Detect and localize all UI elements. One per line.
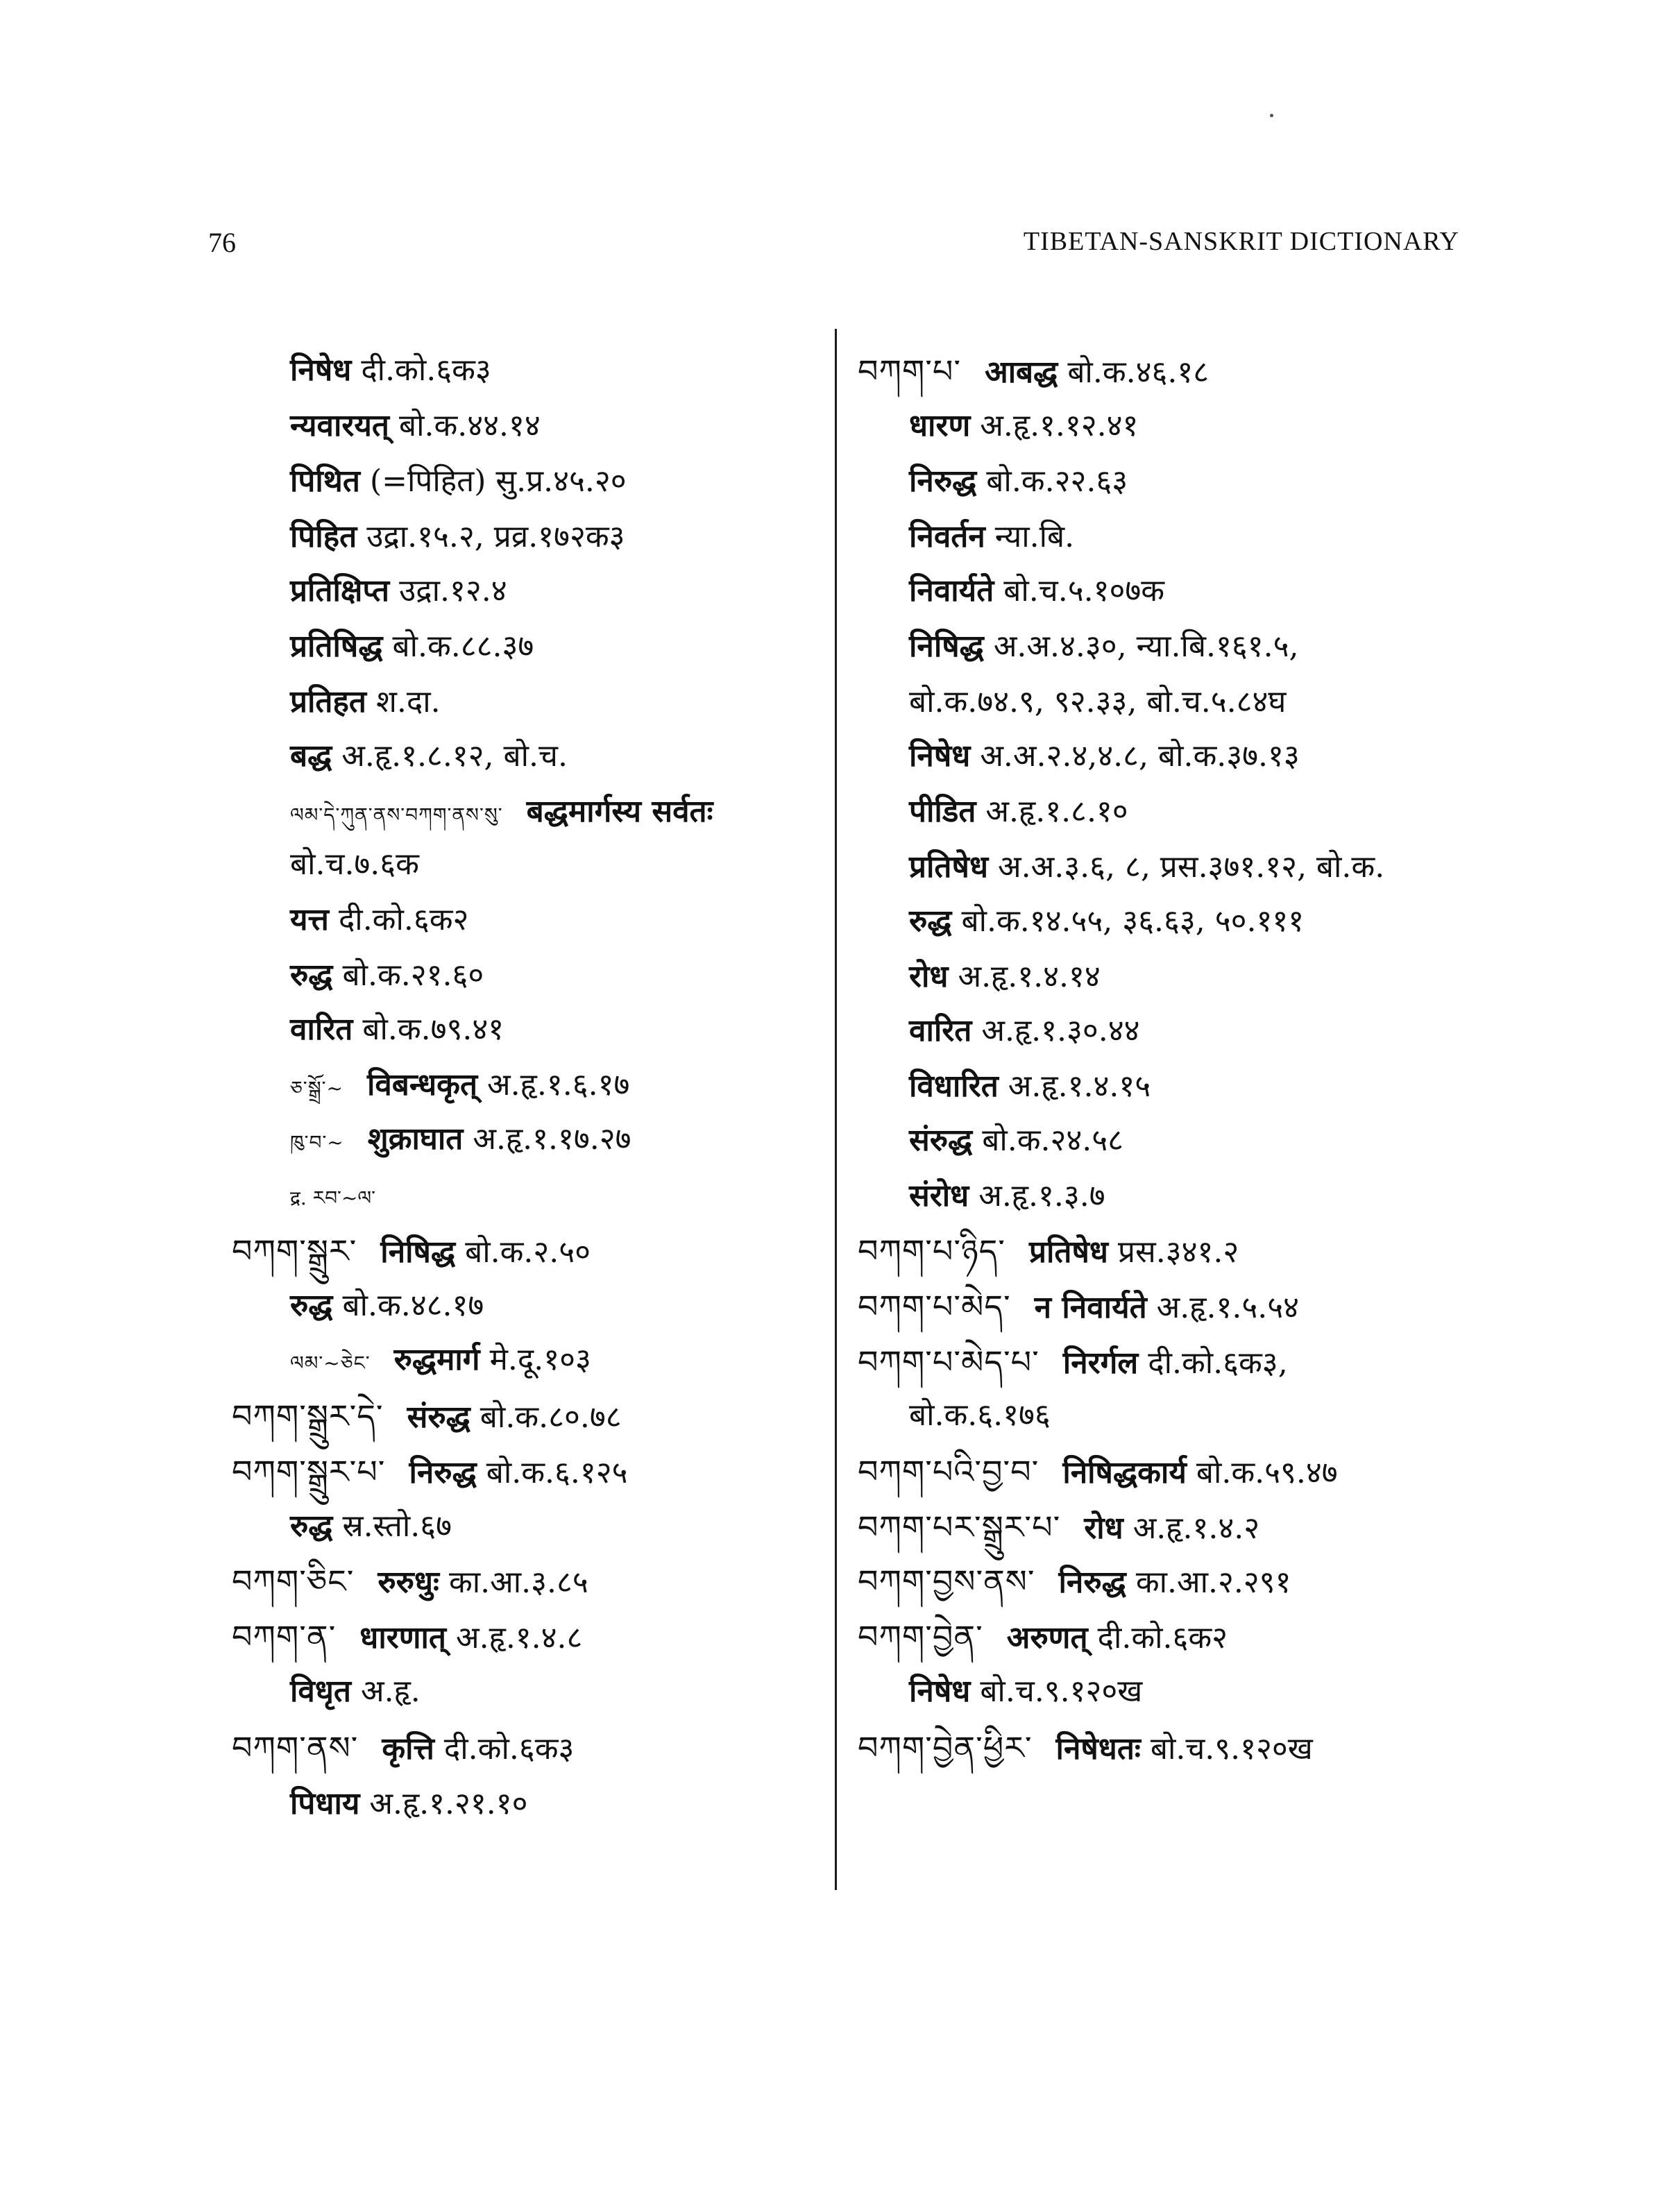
source-reference: का.आ.२.२९१ <box>1135 1565 1291 1600</box>
source-reference: बो.च.९.१२०ख <box>980 1674 1143 1709</box>
source-reference: बो.क.६.१२५ <box>486 1455 628 1490</box>
dictionary-entry <box>232 1397 622 1435</box>
source-reference: अ.अ.२.४,४.८, बो.क.३७.१३ <box>980 738 1300 774</box>
source-reference: बो.क.२४.५८ <box>982 1123 1124 1158</box>
sanskrit-equivalent: रुद्ध <box>290 1288 333 1323</box>
sanskrit-equivalent: प्रतिषेध <box>909 849 989 885</box>
column-divider <box>835 329 837 1890</box>
tibetan-headword: བཀག་སྒྲུར་ <box>232 1232 357 1270</box>
sanskrit-equivalent: न निवार्यते <box>1034 1290 1147 1325</box>
source-reference: अ.हृ.१.३.७ <box>978 1178 1105 1214</box>
dictionary-entry <box>909 1397 1051 1433</box>
cross-reference-note: द्र. རབ་~ལ་ <box>290 1186 376 1209</box>
dictionary-entry <box>290 738 568 774</box>
source-reference: बो.च.९.१२०ख <box>1150 1731 1313 1767</box>
tibetan-headword: བཀག་སྒྲུར་དེ་ <box>232 1397 384 1435</box>
sanskrit-equivalent: बद्ध <box>290 738 332 774</box>
source-reference: अ.हृ.१.४.२ <box>1132 1511 1260 1546</box>
source-reference: बो.क.७४.९, ९२.३३, बो.च.५.८४घ <box>909 684 1287 720</box>
sanskrit-equivalent: प्रतिषेध <box>1028 1234 1108 1270</box>
source-reference: प्रस.३४१.२ <box>1117 1234 1239 1270</box>
source-reference: दी.को.६क२ <box>1097 1620 1228 1656</box>
dictionary-entry <box>858 1508 1260 1546</box>
sanskrit-equivalent: रुद्ध <box>909 903 952 939</box>
source-reference: बो.क.८८.३७ <box>392 629 534 664</box>
source-reference: अ.हृ.१.४.८ <box>456 1620 583 1656</box>
sanskrit-equivalent: प्रतिषिद्ध <box>290 629 383 664</box>
dictionary-entry <box>232 1565 588 1598</box>
tibetan-headword: ཅ་སྒྲོ་~ <box>290 1077 343 1100</box>
dictionary-entry <box>290 902 469 937</box>
dictionary-entry <box>290 1067 630 1103</box>
sanskrit-equivalent: निषेध <box>290 352 352 388</box>
dictionary-entry <box>290 631 534 662</box>
source-reference: अ.हृ.१.३०.४४ <box>981 1013 1140 1048</box>
tibetan-headword: བཀག་ནས་ <box>232 1729 359 1767</box>
sanskrit-equivalent: विबन्धकृत् <box>366 1067 478 1103</box>
source-reference: अ.अ.४.३०, न्या.बि.१६१.५, <box>993 629 1299 664</box>
source-reference: बो.क.४८.१७ <box>342 1288 484 1323</box>
sanskrit-equivalent: रुरुधुः <box>377 1565 439 1600</box>
tibetan-headword: བཀག་པ་ <box>858 352 962 390</box>
dictionary-entry <box>909 1071 1151 1102</box>
source-reference: दी.को.६क३, <box>1148 1345 1288 1381</box>
sanskrit-equivalent: वारित <box>290 1012 353 1047</box>
dictionary-entry <box>290 408 541 443</box>
source-reference: मे.दू.१०३ <box>489 1342 591 1377</box>
tibetan-headword: བཀག་བྱེན་ཕྱིར་ <box>858 1729 1033 1767</box>
tibetan-headword: བཀག་བྱས་ནས་ <box>858 1563 1035 1600</box>
dictionary-entry <box>858 1343 1288 1381</box>
dictionary-entry <box>909 519 1075 554</box>
dictionary-entry <box>232 1232 591 1270</box>
sanskrit-equivalent: निवार्यते <box>909 573 994 609</box>
source-reference: बो.च.७.६क <box>290 846 419 882</box>
sanskrit-equivalent: कृत्ति <box>382 1731 434 1767</box>
sanskrit-equivalent: निषेध <box>909 1674 971 1709</box>
dictionary-entry <box>232 1618 583 1656</box>
sanskrit-equivalent: रुद्ध <box>290 1508 333 1544</box>
dictionary-entry <box>290 960 484 991</box>
sanskrit-equivalent: शुक्राघात <box>367 1121 464 1157</box>
source-reference: बो.क.७९.४१ <box>362 1012 504 1047</box>
tibetan-headword: ལམ་དེ་ཀུན་ནས་བཀག་ནས་སུ་ <box>290 803 503 826</box>
dictionary-entry <box>290 1288 484 1323</box>
sanskrit-equivalent: रुद्धमार्ग <box>393 1342 480 1377</box>
dictionary-entry <box>858 1729 1313 1767</box>
sanskrit-equivalent: निषिद्धकार्य <box>1062 1455 1187 1490</box>
source-reference: बो.च.५.१०७क <box>1003 573 1165 609</box>
sanskrit-equivalent: रोध <box>1084 1511 1123 1546</box>
dictionary-entry <box>909 1125 1123 1156</box>
dictionary-entry <box>858 1453 1338 1490</box>
dictionary-entry <box>909 631 1299 662</box>
dictionary-entry <box>909 738 1300 774</box>
source-reference: अ.हृ.१.४.१५ <box>1008 1069 1151 1104</box>
sanskrit-equivalent: निवर्तन <box>909 519 985 554</box>
sanskrit-equivalent: निरुद्ध <box>1058 1565 1126 1600</box>
source-reference: दी.को.६क३ <box>361 352 491 388</box>
source-reference: श.दा. <box>375 684 441 720</box>
tibetan-headword: བཀག་སྒྲུར་པ་ <box>232 1453 386 1490</box>
dictionary-entry <box>290 846 419 882</box>
dictionary-entry <box>909 684 1287 720</box>
source-reference: दी.को.६क३ <box>443 1731 575 1767</box>
scan-speck <box>1270 114 1273 117</box>
sanskrit-equivalent: यत्त <box>290 902 329 937</box>
source-reference: दी.को.६क२ <box>338 902 469 937</box>
dictionary-entry <box>290 1676 421 1707</box>
tibetan-headword: བཀག་པར་སྒྲུར་པ་ <box>858 1508 1061 1546</box>
tibetan-headword: བཀག་པ་མེད་ <box>858 1288 1011 1325</box>
dictionary-entry <box>909 1676 1142 1707</box>
source-reference: बो.क.८०.७८ <box>480 1399 622 1435</box>
tibetan-headword: ལམ་~ཅེང་ <box>290 1352 371 1375</box>
dictionary-entry <box>858 1288 1299 1325</box>
source-reference: का.आ.३.८५ <box>448 1565 588 1600</box>
source-reference: अ.हृ.१.६.१७ <box>487 1067 630 1103</box>
sanskrit-equivalent: प्रतिक्षिप्त <box>290 573 390 609</box>
source-reference: अ.हृ.१.८.१२, बो.च. <box>341 738 568 774</box>
sanskrit-equivalent: न्यवारयत् <box>290 408 389 443</box>
dictionary-entry <box>232 1729 575 1767</box>
source-reference: बो.क.१४.५५, ३६.६३, ५०.१११ <box>961 903 1305 939</box>
tibetan-headword: བཀག་པ་ཉིད་ <box>858 1232 1006 1270</box>
dictionary-entry <box>909 573 1165 609</box>
source-reference: स्र.स्तो.६७ <box>342 1508 452 1544</box>
dictionary-entry <box>290 1508 452 1544</box>
dictionary-entry <box>909 463 1128 499</box>
dictionary-entry <box>290 463 627 499</box>
dictionary-entry <box>909 1013 1140 1048</box>
tibetan-headword: བཀག་ན་ <box>232 1618 337 1656</box>
source-reference: न्या.बि. <box>994 519 1075 554</box>
dictionary-entry <box>290 1342 591 1377</box>
tibetan-headword: ཁུ་བ་~ <box>290 1131 344 1154</box>
sanskrit-equivalent: निषिद्ध <box>380 1234 456 1270</box>
sanskrit-equivalent: आबद्ध <box>985 355 1058 390</box>
tibetan-headword: བཀག་པའི་བྱ་བ་ <box>858 1453 1040 1490</box>
sanskrit-equivalent: वारित <box>909 1013 972 1048</box>
dictionary-entry <box>290 1180 375 1210</box>
dictionary-entry <box>232 1453 628 1490</box>
sanskrit-equivalent: निषेधतः <box>1055 1731 1141 1767</box>
sanskrit-equivalent: निरुद्ध <box>909 463 977 499</box>
dictionary-entry <box>909 849 1385 885</box>
source-reference: अ.हृ.१.४.१४ <box>958 959 1101 994</box>
sanskrit-equivalent: धारणात् <box>359 1620 447 1656</box>
dictionary-entry <box>858 1232 1239 1270</box>
dictionary-entry <box>290 794 713 829</box>
dictionary-entry <box>290 684 441 720</box>
dictionary-entry <box>858 1618 1228 1656</box>
dictionary-entry <box>290 1014 504 1045</box>
sanskrit-equivalent: संरुद्ध <box>909 1123 973 1158</box>
dictionary-entry <box>290 1786 528 1821</box>
source-reference: उद्रा.१२.४ <box>399 573 507 609</box>
sanskrit-equivalent: पिथित <box>290 463 360 499</box>
source-reference: (=पिहित) सु.प्र.४५.२० <box>369 463 627 499</box>
source-reference: बो.क.२१.६० <box>342 958 484 993</box>
source-reference: अ.अ.३.६, ८, प्रस.३७१.१२, बो.क. <box>998 849 1385 885</box>
source-reference: उद्रा.१५.२, प्रव्र.१७२क३ <box>366 519 625 554</box>
sanskrit-equivalent: विधारित <box>909 1069 999 1104</box>
sanskrit-equivalent: निरुद्ध <box>409 1455 477 1490</box>
running-head: TIBETAN-SANSKRIT DICTIONARY <box>1023 227 1459 256</box>
source-reference: अ.हृ. <box>361 1674 421 1709</box>
dictionary-entry <box>909 1178 1105 1214</box>
tibetan-headword: བཀག་ཅིང་ <box>232 1563 355 1600</box>
page-number: 76 <box>208 227 236 258</box>
dictionary-entry <box>909 408 1139 443</box>
sanskrit-equivalent: निषेध <box>909 738 971 774</box>
source-reference: बो.क.४६.१८ <box>1067 355 1210 390</box>
source-reference: बो.क.२.५० <box>465 1234 591 1270</box>
sanskrit-equivalent: संरोध <box>909 1178 969 1214</box>
dictionary-entry <box>858 352 1210 390</box>
sanskrit-equivalent: पीडित <box>909 794 976 829</box>
sanskrit-equivalent: बद्धमार्गस्य सर्वतः <box>526 794 713 829</box>
tibetan-headword: བཀག་བྱེན་ <box>858 1618 983 1656</box>
sanskrit-equivalent: रुद्ध <box>290 958 333 993</box>
source-reference: बो.क.५९.४७ <box>1196 1455 1338 1490</box>
dictionary-entry <box>909 794 1128 829</box>
dictionary-entry <box>909 959 1101 994</box>
dictionary-entry <box>858 1565 1291 1598</box>
source-reference: अ.हृ.१.८.१० <box>985 794 1128 829</box>
sanskrit-equivalent: प्रतिहत <box>290 684 366 720</box>
source-reference: बो.क.२२.६३ <box>986 463 1128 499</box>
sanskrit-equivalent: निषिद्ध <box>909 629 984 664</box>
dictionary-entry <box>290 519 625 554</box>
sanskrit-equivalent: निरर्गल <box>1062 1345 1139 1381</box>
source-reference: बो.क.४४.१४ <box>398 408 541 443</box>
sanskrit-equivalent: पिधाय <box>290 1786 360 1821</box>
sanskrit-equivalent: संरुद्ध <box>407 1399 470 1435</box>
dictionary-entry <box>290 573 507 609</box>
sanskrit-equivalent: अरुणत् <box>1006 1620 1088 1656</box>
sanskrit-equivalent: रोध <box>909 959 949 994</box>
dictionary-entry <box>909 903 1305 939</box>
sanskrit-equivalent: धारण <box>909 408 971 443</box>
source-reference: अ.हृ.१.१७.२७ <box>473 1121 631 1157</box>
source-reference: अ.हृ.१.५.५४ <box>1156 1290 1299 1325</box>
dictionary-entry <box>290 352 491 388</box>
sanskrit-equivalent: विधृत <box>290 1674 351 1709</box>
source-reference: अ.हृ.१.२१.१० <box>369 1786 528 1821</box>
tibetan-headword: བཀག་པ་མེད་པ་ <box>858 1343 1040 1381</box>
dictionary-entry <box>290 1121 631 1157</box>
source-reference: बो.क.६.१७६ <box>909 1397 1051 1433</box>
source-reference: अ.हृ.१.१२.४१ <box>980 408 1139 443</box>
sanskrit-equivalent: पिहित <box>290 519 357 554</box>
